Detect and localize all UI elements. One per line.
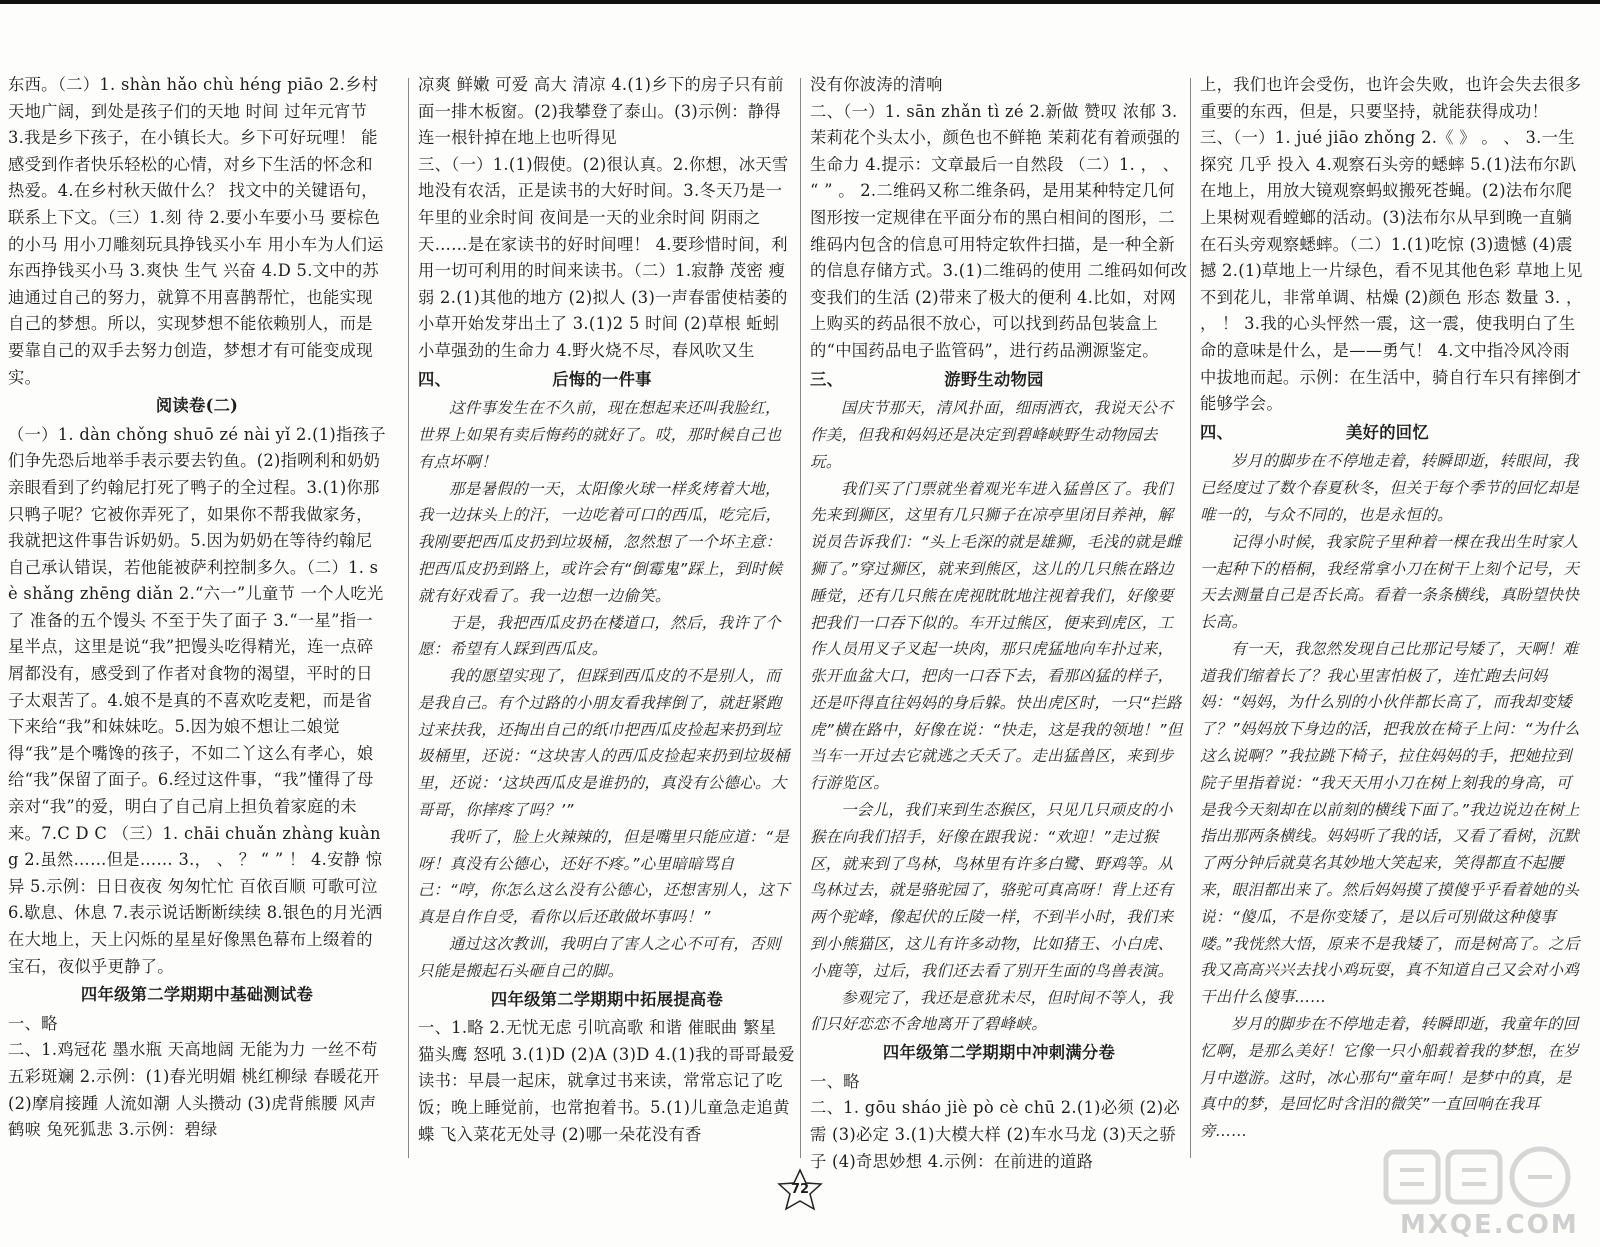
handwritten-paragraph: 有一天，我忽然发现自己比那记号矮了，天啊！难道我们缩着长了？我心里害怕极了，连忙跑去问妈妈：“妈妈，为什么别的小伙伴都长高了，而我却变矮了？”妈妈放下身边的活，把我放在椅子上问：“为什么这么说啊？”我拉跳下椅子，拉住妈妈的手，把她拉到院子里指着说：“我天天用小刀在树上刻我的身高，可是我今天刻却在以前刻的横线下面了。”我边说边在树上指出那两条横线。妈妈听了我的话，又看了看树，沉默了两分钟后就莫名其妙地大笑起来，笑得都直不起腰来，眼泪都出来了。然后妈妈摸了摸傻乎乎看着她的头说：“傻瓜，不是你变矮了，是以后可别做这种傻事喽。”我恍然大悟，原来不是我矮了，而是树高了。之后我又高高兴兴去找小鸡玩耍，真不知道自己又会对小鸡干出什么傻事……: [1200, 639, 1581, 1007]
section-title: 四年级第二学期期中冲刺满分卷: [882, 1043, 1116, 1063]
essay-number: 四、: [1200, 422, 1234, 442]
answer-block: （一）1. dàn chǒng shuō zé nài yǐ 2.(1)指孩子们争先恐后地举手表示要去钓鱼。(2)指咧利和奶奶亲眼看到了约翰尼打死了鸭子的全过程。3.(1)你那只鸭子呢？它被你弄死了，如果你不帮我做家务，我就把这件事告诉奶奶。5.因为奶奶在等待约翰尼自己承认错误，若他能被萨利控制多久。（二）1. sè shǎng zhēng diǎn 2.“六一”儿童节 一个人吃光了 准备的五个馒头 不至于失了面子 3.“一星”指一星半点，这里是说“我”把馒头吃得精光，连一点碎屑都没有，感受到了作者对食物的渴望，平时的日子太艰苦了。4.娘不是真的不喜欢吃麦粑，而是省下来给“我”和妹妹吃。5.因为娘不想让二娘觉得“我”是个嘴馋的孩子，不如二丫这么有孝心，娘给“我”保留了面子。6.经过这件事，“我”懂得了母亲对“我”的爱，明白了自己肩上担负着家庭的未来。7.C D C （三）1. chāi chuǎn zhàng kuàng 2.虽然……但是…… 3.， 、 ？ “ ” ！ 4.安静 惊异 5.示例：日日夜夜 匆匆忙忙 百依百顺 可歌可泣 6.歇息、休息 7.表示说话断断续续 8.银色的月光洒在大地上，天上闪烁的星星好像黑色幕布上缀着的宝石，夜似乎更静了。: [8, 424, 386, 976]
column-divider: [800, 78, 801, 1158]
handwritten-paragraph: 参观完了，我还是意犹未尽，但时间不等人，我们只好恋恋不舍地离开了碧峰峡。: [810, 988, 1173, 1034]
answer-block: 东西。（二）1. shàn hǎo chù héng piāo 2.乡村天地广阔，到处是孩子们的天地 时间 过年元宵节 3.我是乡下孩子，在小镇长大。乡下可好玩哩！ 能感受到作者快乐轻松的心情，对乡下生活的怀念和热爱。4.在乡村秋天做什么？ 找文中的关键语句，联系上下文。（三）1.刻 待 2.要小车要小马 要棕色的小马 用小刀雕刻玩具挣钱买小车 用小车为人们运东西挣钱买小马 3.爽快 生气 兴奋 4.D 5.文中的苏迪通过自己的努力，就算不用喜鹊帮忙，也能实现自己的梦想。所以，实现梦想不能依赖别人，而是要靠自己的双手去努力创造，梦想才有可能变成现实。: [8, 75, 384, 387]
column-divider: [1190, 78, 1191, 1158]
handwritten-paragraph: 那是暑假的一天，太阳像火球一样炙烤着大地，我一边抹头上的汗，一边吃着可口的西瓜，吃完后，我刚要把西瓜皮扔到垃圾桶，忽然想了一个坏主意：把西瓜皮扔到路上，或许会有“倒霉鬼”踩上，到时候就有好戏看了。我一边想一边偷笑。: [418, 479, 783, 605]
handwritten-paragraph: 通过这次教训，我明白了害人之心不可有，否则只能是搬起石头砸自己的脚。: [418, 935, 781, 980]
handwritten-paragraph: 岁月的脚步在不停地走着，转瞬即逝，转眼间，我已经度过了数个春夏秋冬，但关于每个季节的回忆却是唯一的，与众不同的，也是永恒的。: [1200, 452, 1580, 524]
essay-heading: [418, 367, 796, 394]
essay-heading: [1200, 420, 1585, 447]
essay-number: 四、: [418, 369, 452, 389]
top-border: [0, 0, 1600, 4]
essay-title: 游野生动物园: [944, 369, 1044, 389]
handwritten-paragraph: 记得小时候，我家院子里种着一棵在我出生时家人一起种下的梧桐，我经常拿小刀在树干上刻个记号，天天去测量自己是否长高。看着一条条横线，真盼望快快长高。: [1200, 532, 1580, 632]
handwritten-paragraph: 一会儿，我们来到生态猴区，只见几只顽皮的小猴在向我们招手，好像在跟我说：“欢迎！”走过猴区，就来到了鸟林，鸟林里有许多白鹭、野鸡等。从鸟林过去，就是骆驼园了，骆驼可真高呀！背上还有两个驼峰，像起伏的丘陵一样，不到半小时，我们来到小熊猫区，这儿有许多动物，比如猪王、小白虎、小鹿等，过后，我们还去看了别开生面的鸟兽表演。: [810, 801, 1174, 980]
handwritten-paragraph: 于是，我把西瓜皮扔在楼道口，然后，我许了个愿：希望有人踩到西瓜皮。: [418, 613, 781, 659]
handwritten-paragraph: 我们买了门票就坐着观光车进入猛兽区了。我们先来到狮区，这里有几只狮子在凉亭里闭目养神，解说员告诉我们：“头上毛深的就是雄狮，毛浅的就是雌狮了。”穿过狮区，就来到熊区，这儿的几只熊在路边睡觉，还有几只熊在虎视眈眈地注视着我们，好像要把我们一口吞下似的。车开过熊区，便来到虎区，工作人员用叉子叉起一块肉，那只虎猛地向车扑过来，张开血盆大口，把肉一口吞下去，看那凶猛的样子，还是吓得直往妈妈的身后躲。快出虎区时，一只“拦路虎”横在路中，好像在说：“快走，这是我的领地！”但当车一开过去它就逃之夭夭了。走出猛兽区，来到步行游览区。: [810, 479, 1183, 793]
watermark-text: MXQE.COM: [1400, 1210, 1579, 1240]
column-divider: [408, 78, 409, 1158]
section-title: 四年级第二学期期中基础测试卷: [80, 985, 314, 1005]
answer-block: 一、略: [810, 1071, 860, 1091]
essay-heading: [810, 367, 1188, 394]
column-3: [810, 72, 1188, 1175]
answer-block: 二、1. gōu sháo jiè pò cè chū 2.(1)必须 (2)必需 (3)必定 3.(1)大模大样 (2)车水马龙 (3)天之骄子 (4)奇思妙想 4.示例：在前进的道路: [810, 1098, 1181, 1171]
answer-block: 一、略: [8, 1013, 58, 1033]
section-title: 四年级第二学期期中拓展提高卷: [490, 989, 724, 1009]
answer-block: 三、（一）1.(1)假使。(2)很认真。2.你想，冰天雪地没有农活，正是读书的大好时间。3.冬天乃是一年里的业余时间 夜间是一天的业余时间 阴雨之天……是在家读书的好时间哩！ 4.要珍惜时间，利用一切可利用的时间来读书。（二）1.寂静 茂密 瘦弱 2.(1)其他的地方 (2)拟人 (3)一声春雷使桔萎的小草开始发芽出土了 3.(1)2 5 时间 (2)草根 蚯蚓 小草强劲的生命力 4.野火烧不尽，春风吹又生: [418, 154, 789, 360]
answer-block: 上，我们也许会受伤，也许会失败，也许会失去很多重要的东西，但是，只要坚持，就能获得成功！: [1200, 75, 1582, 121]
handwritten-paragraph: 国庆节那天，清风扑面，细雨洒衣，我说天公不作美，但我和妈妈还是决定到碧峰峡野生动物园去玩。: [810, 399, 1173, 471]
essay-number: 三、: [810, 369, 844, 389]
handwritten-paragraph: 我的愿望实现了，但踩到西瓜皮的不是别人，而是我自己。有个过路的小朋友看我摔倒了，就赶紧跑过来扶我，还掏出自己的纸巾把西瓜皮捡起来扔到垃圾桶里，还说：“这块害人的西瓜皮捡起来扔到垃圾桶里，还说：‘这块西瓜皮是谁扔的，真没有公德心。大哥哥，你摔疼了吗？’”: [418, 667, 790, 820]
page-number-badge: [770, 1168, 830, 1212]
handwritten-paragraph: 岁月的脚步在不停地走着，转瞬即逝，我童年的回忆啊，是那么美好！它像一只小船载着我的梦想，在岁月中遨游。这时，冰心那句“童年呵！是梦中的真，是真中的梦，是回忆时含泪的微笑”一直回响在我耳旁……: [1200, 1015, 1580, 1141]
answer-block: 二、（一）1. sān zhǎn tì zé 2.新做 赞叹 浓郁 3.茉莉花个头太小，颜色也不鲜艳 茉莉花有着顽强的生命力 4.提示：文章最后一自然段 （二）1. ， 、 “ ” 。 2.二维码又称二维条码，是用某种特定几何图形按一定规律在平面分布的黑白相间的图形，二维码内包含的信息可用特定软件扫描，是一种全新的信息存储方式。3.(1)二维码的使用 二维码如何改变我们的生活 (2)带来了极大的便利 4.比如，对网上购买的药品很不放心，可以找到药品包装盒上的“中国药品电子监管码”，进行药品溯源鉴定。: [810, 101, 1188, 360]
answer-block: 一、1.略 2.无忧无虑 引吭高歌 和谐 催眠曲 繁星 猫头鹰 怒吼 3.(1)D (2)A (3)D 4.(1)我的哥哥最爱读书：早晨一起床，就拿过书来读，常常忘记了吃饭；晚上睡觉前，也常抱着书。5.(1)儿童急走追黄蝶 飞入菜花无处寻 (2)哪一朵花没有香: [418, 1018, 795, 1144]
column-4: [1200, 72, 1585, 1145]
essay-title: 美好的回忆: [1346, 422, 1429, 442]
handwritten-paragraph: 我听了，脸上火辣辣的，但是嘴里只能应道：“是呀！真没有公德心，还好不疼。”心里暗暗骂自己：“哼，你怎么这么没有公德心，还想害别人，这下真是自作自受，看你以后还敢做坏事吗！”: [418, 827, 790, 927]
column-2: [418, 72, 796, 1148]
column-1: [8, 72, 386, 1144]
answer-block: 凉爽 鲜嫩 可爱 高大 清凉 4.(1)乡下的房子只有前面一排木板窗。(2)我攀登了泰山。(3)示例：静得连一根针掉在地上也听得见: [418, 75, 784, 148]
handwritten-paragraph: 这件事发生在不久前，现在想起来还叫我脸红，世界上如果有卖后悔药的就好了。哎，那时候自己也有点坏啊！: [418, 399, 782, 471]
page-number: 72: [790, 1182, 810, 1197]
answer-block: 三、（一）1. jué jiāo zhǒng 2.《 》 。 、 3.一生 探究 几乎 投入 4.观察石头旁的蟋蟀 5.(1)法布尔趴在地上，用放大镜观察蚂蚁搬死苍蝇。(2)法布尔爬上果树观看螳螂的活动。(3)法布尔从早到晚一直躺在石头旁观察蟋蟀。（二）1.(1)吃惊 (3)遗憾 (4)震撼 2.(1)草地上一片绿色，看不见其他色彩 草地上见不到花儿，非常单调、枯燥 (2)颜色 形态 数量 3. ， ， ！ 3.我的心头怦然一震，这一震，使我明白了生命的意味是什么，是——勇气！ 4.文中指冷风冷雨中拔地而起。示例：在生活中，骑自行车只有摔倒才能够学会。: [1200, 128, 1583, 414]
section-title: 阅读卷(二): [155, 396, 239, 416]
answer-block: 没有你波涛的清响: [810, 75, 943, 94]
answer-block: 二、1.鸡冠花 墨水瓶 天高地阔 无能为力 一丝不苟 五彩斑斓 2.示例：(1)春光明媚 桃红柳绿 春暖花开 (2)摩肩接踵 人流如潮 人头攒动 (3)虎背熊腰 风声鹤唳 兔死狐悲 3.示例：碧绿: [8, 1040, 380, 1140]
essay-title: 后悔的一件事: [552, 369, 652, 389]
